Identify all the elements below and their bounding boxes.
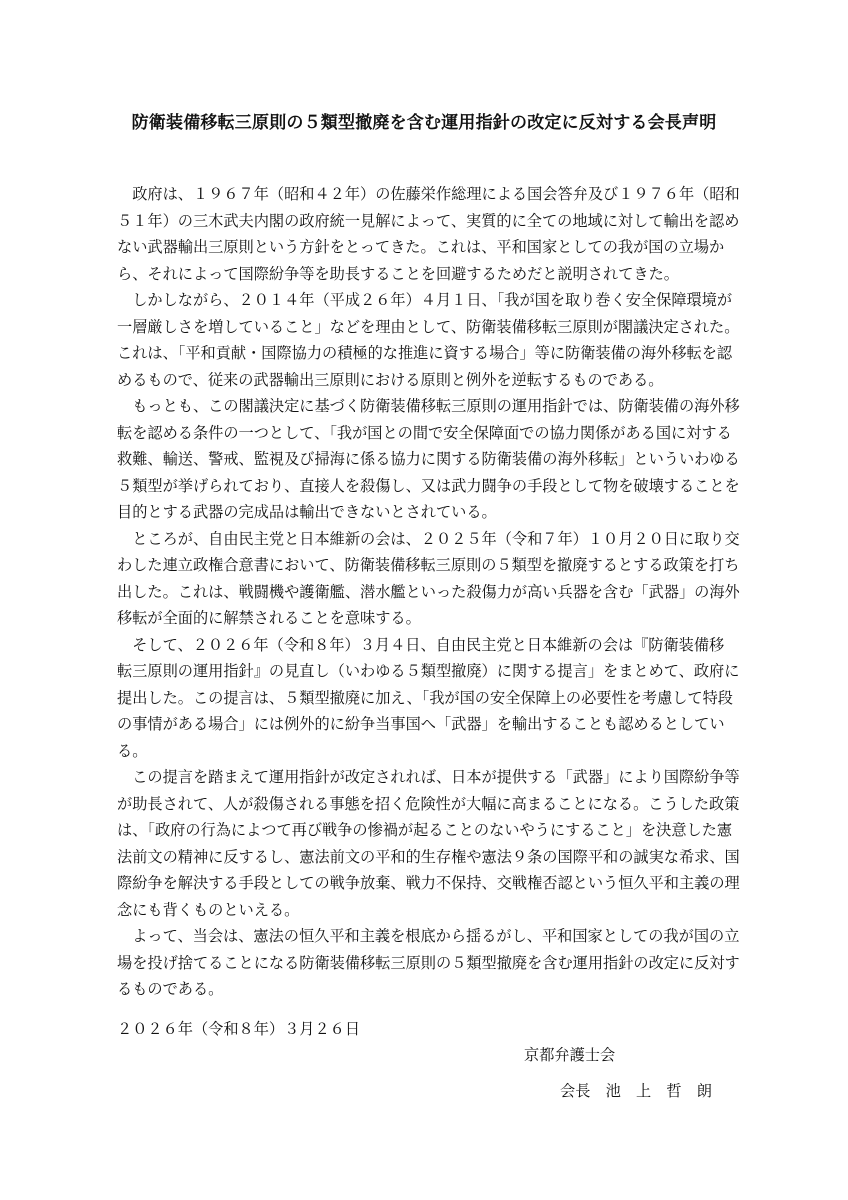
paragraph-line: 転三原則の運用指針』の見直し（いわゆる５類型撤廃）に関する提言」をまとめて、政府に xyxy=(117,662,740,680)
paragraph-line: よって、当会は、憲法の恒久平和主義を根底から揺るがし、平和国家としての我が国の立 xyxy=(117,927,740,945)
paragraph-line: わした連立政権合意書において、防衛装備移転三原則の５類型を撤廃するとする政策を打ち xyxy=(117,556,740,574)
paragraph-line: めるもので、従来の武器輸出三原則における原則と例外を逆転するものである。 xyxy=(117,370,664,389)
paragraph-line: 一層厳しさを増していること」などを理由として、防衛装備移転三原則が閣議決定された。 xyxy=(117,317,740,336)
paragraph xyxy=(117,181,745,287)
paragraph xyxy=(117,632,745,765)
paragraph-line: これは、「平和貢献・国際協力の積極的な推進に資する場合」等に防衛装備の海外移転を認 xyxy=(117,344,733,362)
document-title: 防衛装備移転三原則の５類型撤廃を含む運用指針の改定に反対する会長声明 xyxy=(131,113,717,133)
paragraph-line: 政府は、１９６７年（昭和４２年）の佐藤栄作総理による国会答弁及び１９７６年（昭和 xyxy=(117,185,740,203)
paragraph-line: 念にも背くものといえる。 xyxy=(117,900,300,919)
paragraph-line: ５類型が挙げられており、直接人を殺傷し、又は武力闘争の手段として物を破壊することを xyxy=(117,476,740,495)
paragraph-line: 救難、輸送、警戒、監視及び掃海に係る協力に関する防衛装備の海外移転」といういわゆる xyxy=(117,450,740,468)
paragraph-line: しかしながら、２０１４年（平成２６年）４月１日、「我が国を取り巻く安全保障環境が xyxy=(117,291,733,309)
paragraph-line: この提言を踏まえて運用指針が改定されれば、日本が提供する「武器」により国際紛争等 xyxy=(117,768,740,786)
paragraph-line: 目的とする武器の完成品は輸出できないとされている。 xyxy=(117,503,497,521)
paragraph-line: 際紛争を解決する手段としての戦争放棄、戦力不保持、交戦権否認という恒久平和主義の理 xyxy=(117,874,740,892)
paragraph xyxy=(117,526,745,632)
paragraph-line: の事情がある場合」には例外的に紛争当事国へ「武器」を輸出することも認めるとしてい xyxy=(117,715,725,733)
paragraph xyxy=(117,393,745,526)
paragraph xyxy=(117,287,745,393)
paragraph-line: 転を認める条件の一つとして、「我が国との間で安全保障面での協力関係がある国に対する xyxy=(117,423,732,442)
paragraph-line: もっとも、この閣議決定に基づく防衛装備移転三原則の運用指針では、防衛装備の海外移 xyxy=(117,397,740,415)
statement-body xyxy=(117,181,745,1003)
paragraph-line: が助長されて、人が殺傷される事態を招く危険性が大幅に高まることになる。こうした政策 xyxy=(117,794,740,813)
paragraph-line: 出した。これは、戦闘機や護衛艦、潜水艦といった殺傷力が高い兵器を含む「武器」の海外 xyxy=(117,582,740,601)
paragraph-line: 提出した。この提言は、５類型撤廃に加え、「我が国の安全保障上の必要性を考慮して特段 xyxy=(117,688,733,707)
paragraph-line: は、「政府の行為によつて再び戦争の惨禍が起ることのないやうにすること」を決意した憲 xyxy=(117,821,733,839)
paragraph-line: 法前文の精神に反するし、憲法前文の平和的生存権や憲法９条の国際平和の誠実な希求、国 xyxy=(117,847,740,866)
paragraph-line: ら、それによって国際紛争等を助長することを回避するためだと説明されてきた。 xyxy=(117,264,679,283)
paragraph-line: ない武器輸出三原則という方針をとってきた。これは、平和国家としての我が国の立場か xyxy=(117,238,725,256)
paragraph-line: るものである。 xyxy=(117,980,224,998)
paragraph-line: 場を投げ捨てることになる防衛装備移転三原則の５類型撤廃を含む運用指針の改定に反対す xyxy=(117,953,740,972)
paragraph-line: ５１年）の三木武夫内閣の政府統一見解によって、実質的に全ての地域に対して輸出を認め xyxy=(117,211,740,230)
signer-name: 会長 池 上 哲 朗 xyxy=(560,1082,712,1100)
paragraph xyxy=(117,923,745,1003)
paragraph-line: ところが、自由民主党と日本維新の会は、２０２５年（令和７年）１０月２０日に取り交 xyxy=(117,529,740,548)
paragraph-line: 移転が全面的に解禁されることを意味する。 xyxy=(117,609,421,627)
paragraph-line: る。 xyxy=(117,741,148,760)
statement-date: ２０２６年（令和８年）３月２６日 xyxy=(117,1020,360,1038)
paragraph xyxy=(117,764,745,923)
paragraph-line: そして、２０２６年（令和８年）３月４日、自由民主党と日本維新の会は『防衛装備移 xyxy=(117,635,725,654)
organization-name: 京都弁護士会 xyxy=(524,1046,616,1064)
